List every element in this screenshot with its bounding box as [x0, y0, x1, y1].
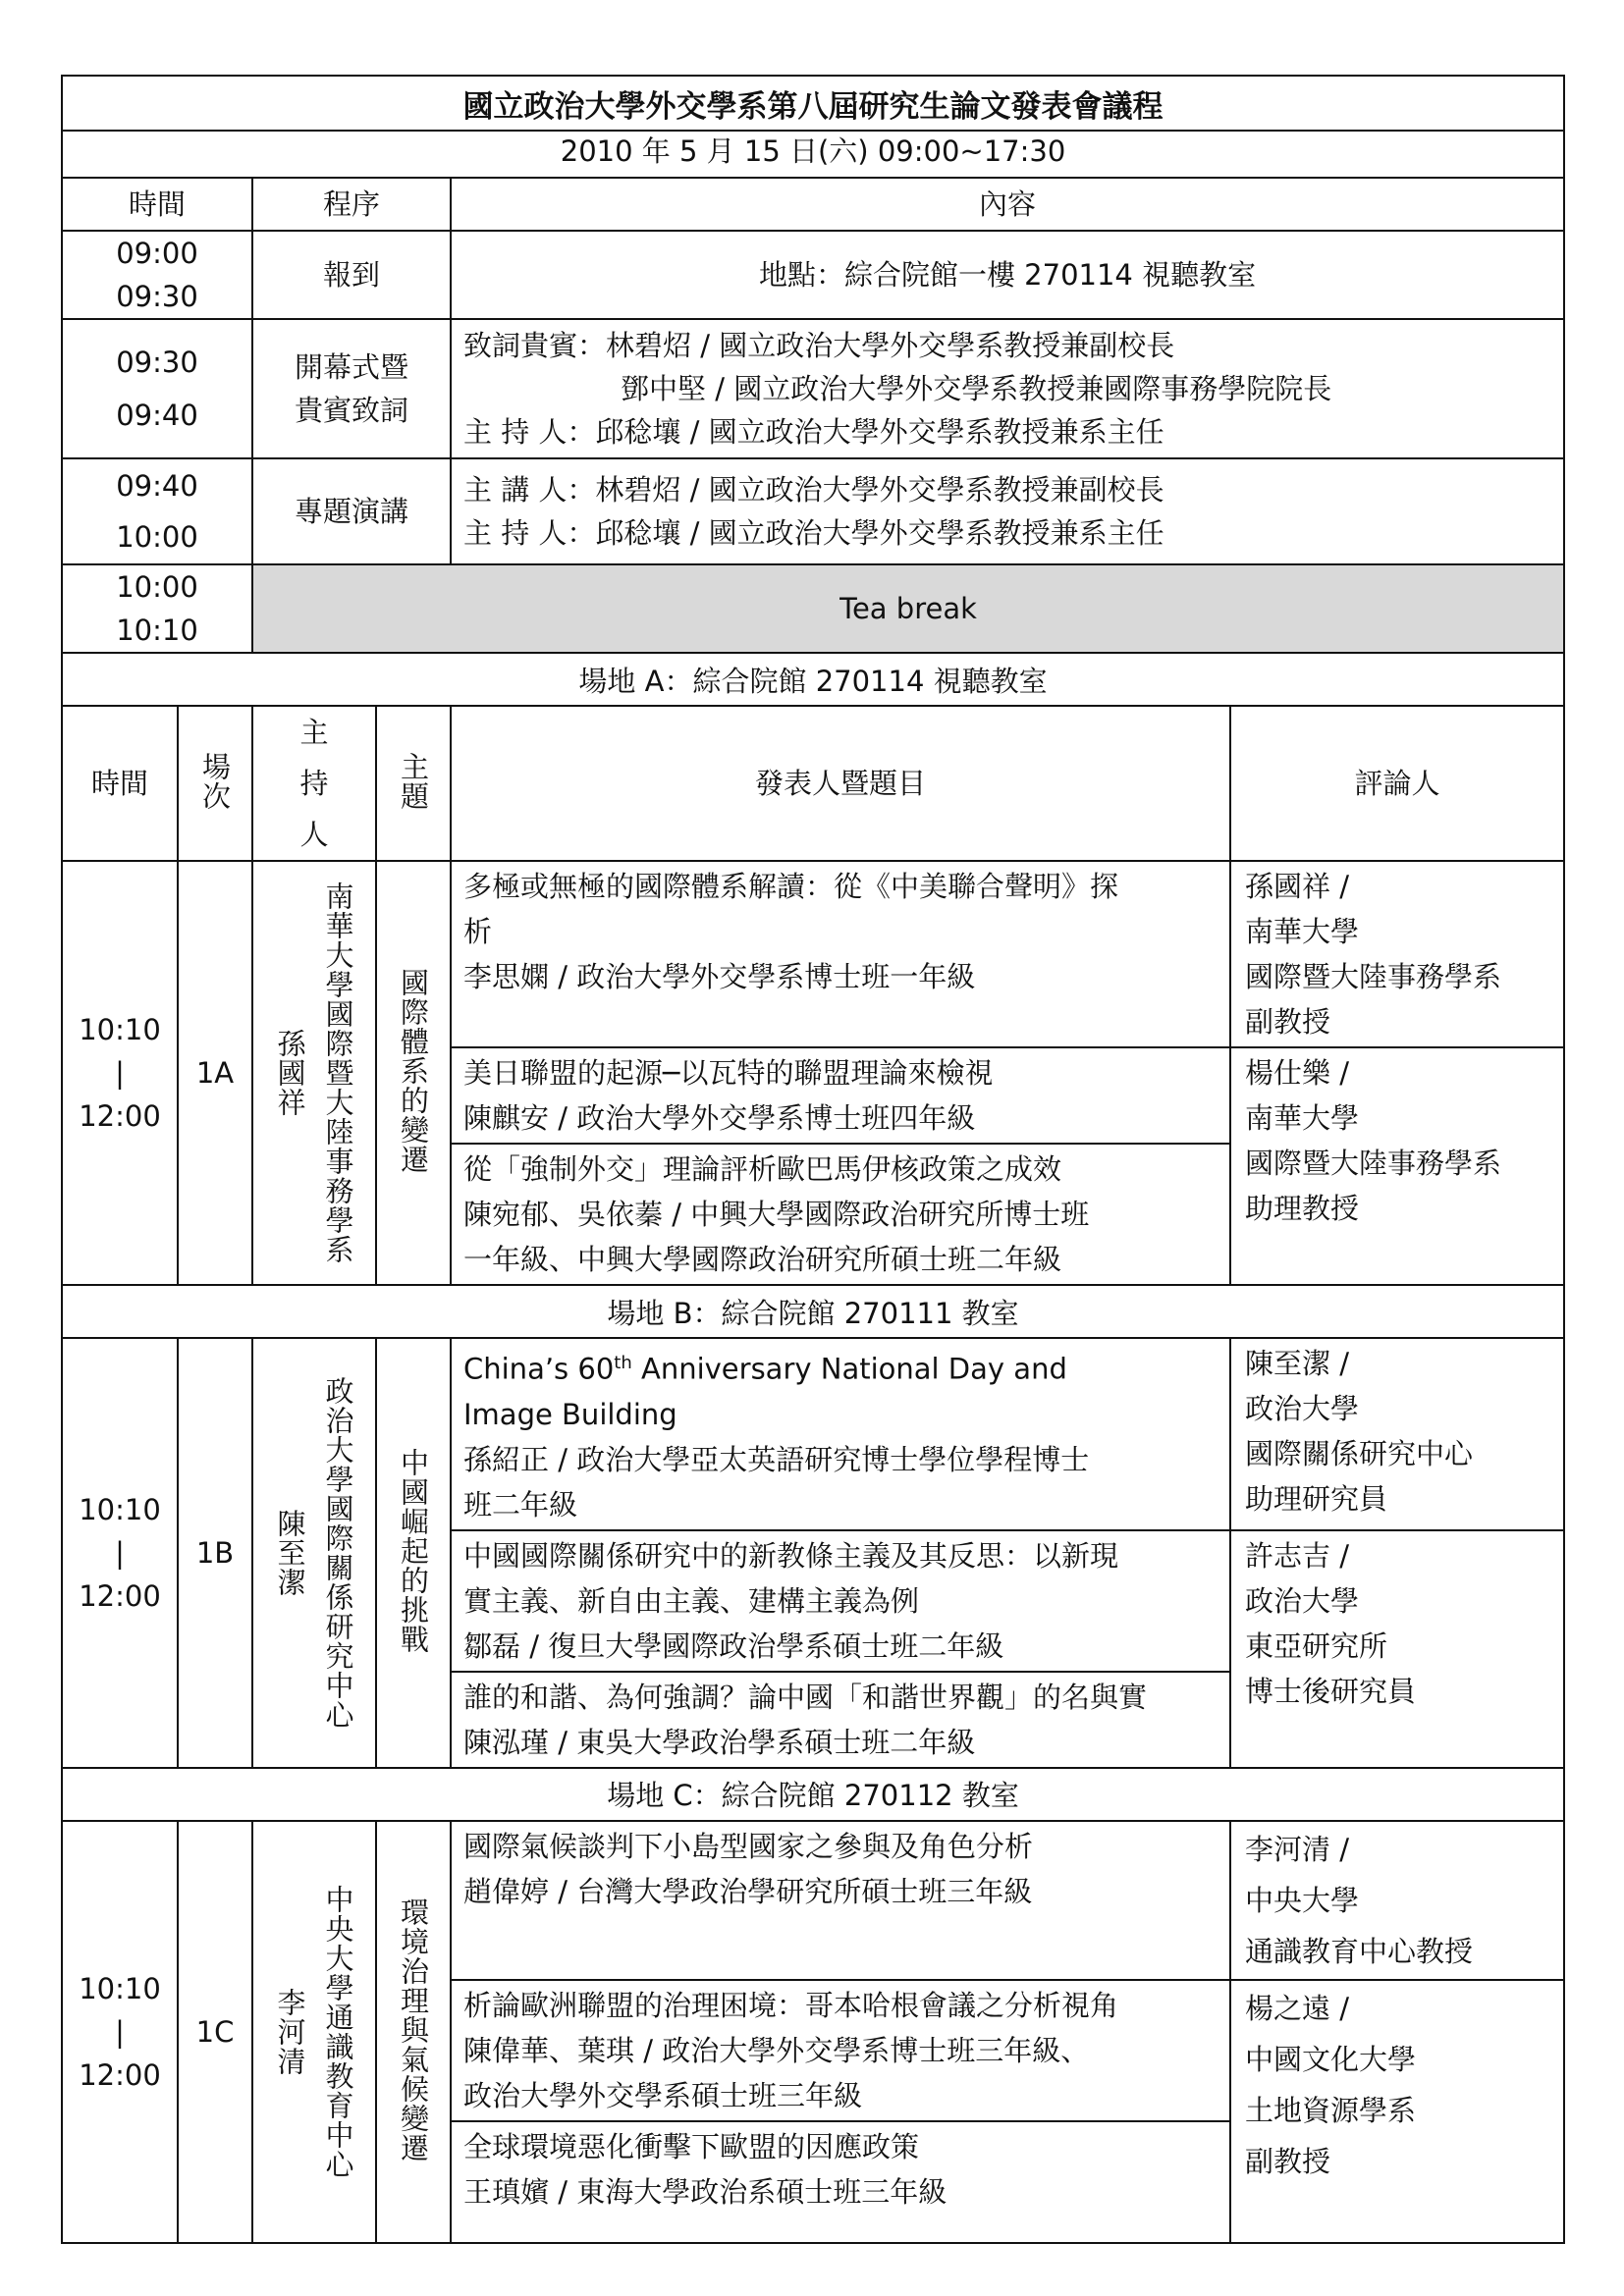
commentator-cell: 楊之遠 / 中國文化大學 土地資源學系 副教授: [1230, 1980, 1564, 2243]
paper-cell: 析論歐洲聯盟的治理困境：哥本哈根會議之分析視角 陳偉華、葉琪 / 政治大學外交學系博士班三年級、 政治大學外交學系碩士班三年級: [451, 1980, 1230, 2121]
english-title-line: China’s 60th Anniversary National Day and: [463, 1352, 1067, 1386]
host-org: 中央大學通識教育中心: [321, 1884, 355, 2179]
header-content: 內容: [451, 178, 1564, 231]
host-org: 南華大學國際暨大陸事務學系: [321, 881, 355, 1264]
date-row: [62, 131, 1564, 178]
commentator-cell: 許志吉 / 政治大學 東亞研究所 博士後研究員: [1230, 1530, 1564, 1768]
paper-cell: 國際氣候談判下小島型國家之參與及角色分析 趙偉婷 / 台灣大學政治學研究所碩士班三年級: [451, 1821, 1230, 1980]
paper-cell: China’s 60th Anniversary National Day and Image Building 孫紹正 / 政治大學亞太英語研究博士學位學程博士 班二年級: [451, 1338, 1230, 1530]
header-host: 主持人: [252, 706, 376, 861]
venue-row: [62, 1768, 1564, 1821]
paper-cell: 全球環境惡化衝擊下歐盟的因應政策 王瑱嬪 / 東海大學政治系碩士班三年級: [451, 2121, 1230, 2243]
venue-title: 場地 C：綜合院館 270112 教室: [62, 1768, 1564, 1821]
session-theme: 中國崛起的挑戰: [376, 1338, 451, 1768]
schedule-time: 09:40 10:00: [62, 458, 252, 564]
paper-cell: 從「強制外交」理論評析歐巴馬伊核政策之成效 陳宛郁、吳依蓁 / 中興大學國際政治研究所博士班 一年級、中興大學國際政治研究所碩士班二年級: [451, 1144, 1230, 1285]
session-time: 10:10 | 12:00: [62, 861, 178, 1285]
header-time: 時間: [62, 178, 252, 231]
session-time: 10:10 | 12:00: [62, 1821, 178, 2243]
session-row: [62, 861, 1564, 1047]
paper-cell: 誰的和諧、為何強調？論中國「和諧世界觀」的名與實 陳泓瑾 / 東吳大學政治學系碩士班二年級: [451, 1672, 1230, 1768]
session-theme: 環境治理與氣候變遷: [376, 1821, 451, 2243]
header-commentator: 評論人: [1230, 706, 1564, 861]
session-header-row: [62, 706, 1564, 861]
schedule-program: 報到: [252, 231, 451, 319]
agenda-table: [61, 75, 1565, 2244]
commentator-cell: 李河清 / 中央大學 通識教育中心教授: [1230, 1821, 1564, 1980]
title-row: [62, 76, 1564, 131]
schedule-content: 地點：綜合院館一樓 270114 視聽教室: [451, 231, 1564, 319]
host-name: 孫國祥: [273, 1029, 307, 1117]
host-name: 陳至潔: [273, 1508, 307, 1597]
schedule-program: 專題演講: [252, 458, 451, 564]
session-host: [252, 1338, 376, 1768]
commentator-cell: 陳至潔 / 政治大學 國際關係研究中心 助理研究員: [1230, 1338, 1564, 1530]
date-line: 2010 年 5 月 15 日(六) 09:00~17:30: [62, 131, 1564, 178]
paper-cell: 美日聯盟的起源─以瓦特的聯盟理論來檢視 陳麒安 / 政治大學外交學系博士班四年級: [451, 1047, 1230, 1144]
header-session: 場次: [178, 706, 252, 861]
commentator-cell: 孫國祥 / 南華大學 國際暨大陸事務學系 副教授: [1230, 861, 1564, 1047]
session-id: 1C: [178, 1821, 252, 2243]
header-program: 程序: [252, 178, 451, 231]
commentator-cell: 楊仕樂 / 南華大學 國際暨大陸事務學系 助理教授: [1230, 1047, 1564, 1285]
schedule-content: 致詞貴賓：林碧炤 / 國立政治大學外交學系教授兼副校長 鄧中堅 / 國立政治大學外交學系教授兼國際事務學院院長 主 持 人：邱稔壤 / 國立政治大學外交學系教授兼系主任: [451, 319, 1564, 458]
schedule-time: 09:30 09:40: [62, 319, 252, 458]
schedule-content: 主 講 人：林碧炤 / 國立政治大學外交學系教授兼副校長 主 持 人：邱稔壤 / 國立政治大學外交學系教授兼系主任: [451, 458, 1564, 564]
host-org: 政治大學國際關係研究中心: [321, 1375, 355, 1730]
session-host: [252, 1821, 376, 2243]
schedule-row: [62, 458, 1564, 564]
paper-cell: 中國國際關係研究中的新教條主義及其反思：以新現 實主義、新自由主義、建構主義為例 鄒磊 / 復旦大學國際政治學系碩士班二年級: [451, 1530, 1230, 1672]
schedule-row: [62, 564, 1564, 653]
venue-row: [62, 1285, 1564, 1338]
schedule-program: 開幕式暨 貴賓致詞: [252, 319, 451, 458]
tea-break-cell: Tea break: [252, 564, 1564, 653]
header-session-time: 時間: [62, 706, 178, 861]
schedule-row: [62, 231, 1564, 319]
schedule-time: 10:00 10:10: [62, 564, 252, 653]
session-id: 1B: [178, 1338, 252, 1768]
venue-title: 場地 B：綜合院館 270111 教室: [62, 1285, 1564, 1338]
paper-cell: 多極或無極的國際體系解讀：從《中美聯合聲明》探 析 李思嫻 / 政治大學外交學系博士班一年級: [451, 861, 1230, 1047]
schedule-header-row: [62, 178, 1564, 231]
header-presenters: 發表人暨題目: [451, 706, 1230, 861]
venue-title: 場地 A：綜合院館 270114 視聽教室: [62, 653, 1564, 706]
page-title: 國立政治大學外交學系第八屆研究生論文發表會議程: [62, 76, 1564, 131]
schedule-row: [62, 319, 1564, 458]
session-id: 1A: [178, 861, 252, 1285]
session-row: [62, 1821, 1564, 1980]
session-row: [62, 1338, 1564, 1530]
session-time: 10:10 | 12:00: [62, 1338, 178, 1768]
schedule-time: 09:00 09:30: [62, 231, 252, 319]
session-host: [252, 861, 376, 1285]
session-theme: 國際體系的變遷: [376, 861, 451, 1285]
venue-row: [62, 653, 1564, 706]
host-name: 李河清: [273, 1987, 307, 2076]
header-theme: 主題: [376, 706, 451, 861]
